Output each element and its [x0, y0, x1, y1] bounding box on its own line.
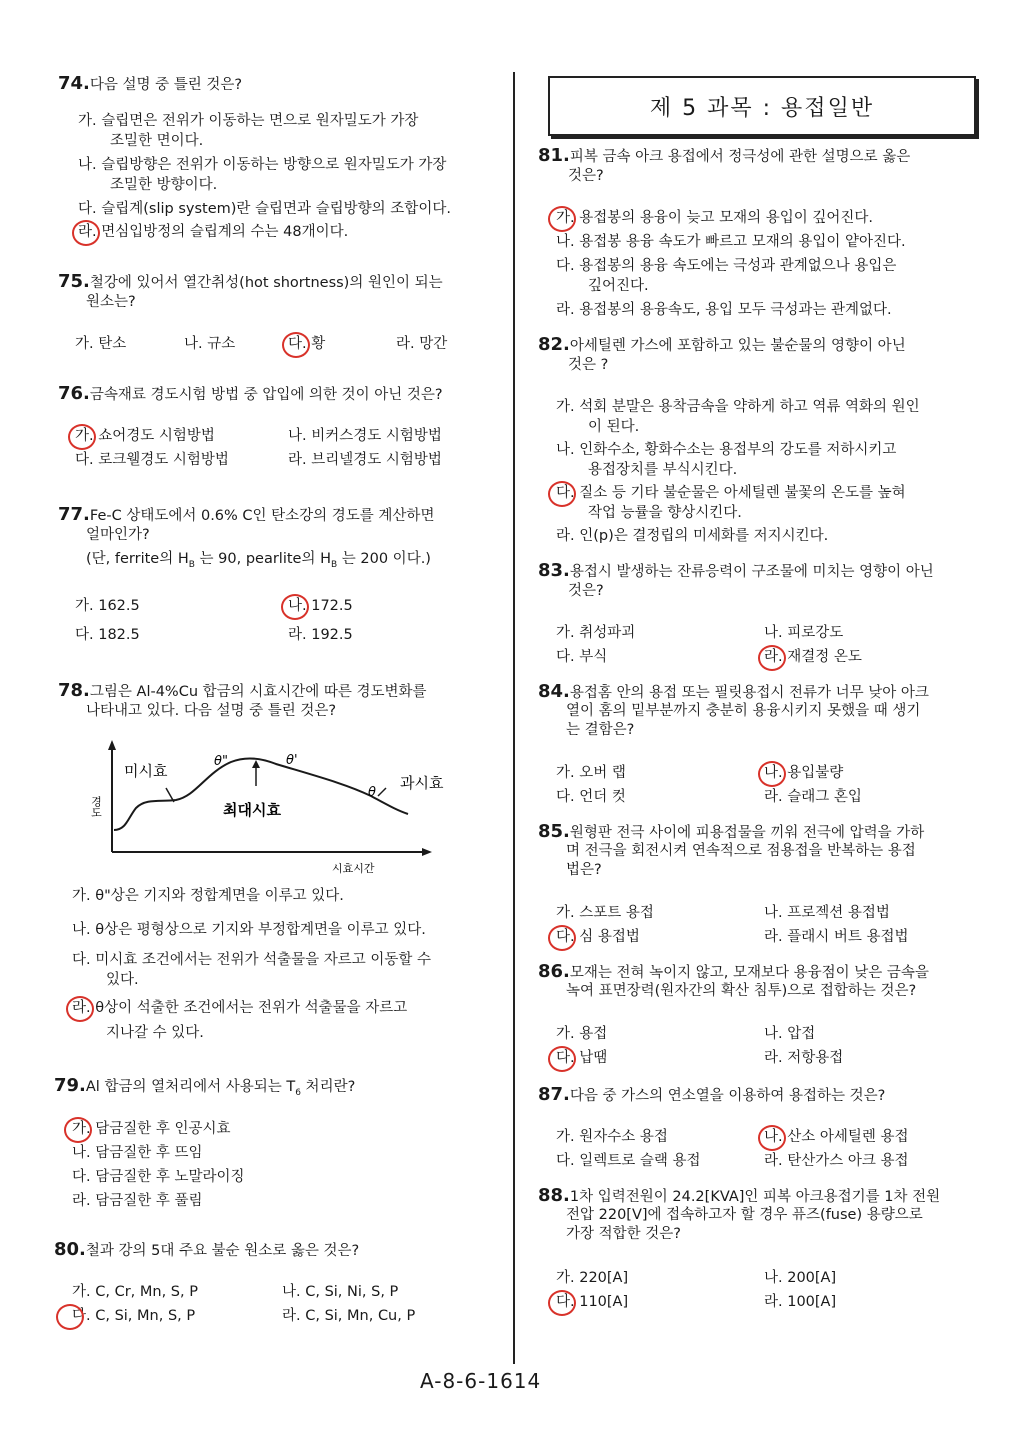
question-text: 모재는 전혀 녹이지 않고, 모재보다 용융점이 낮은 금속을	[569, 965, 929, 981]
question-text: 1차 입력전원이 24.2[KVA]인 피복 아크용접기를 1차 전원	[569, 1189, 941, 1205]
question-text: 용접홈 안의 용접 또는 필릿용접시 전류가 너무 낮아 아크	[569, 685, 929, 701]
question-text: 원형판 전극 사이에 피용접물을 끼워 전극에 압력을 가하	[569, 825, 925, 841]
option: 가. C, Cr, Mn, S, P	[72, 1284, 198, 1300]
question-text: 철강에 있어서 열간취성(hot shortness)의 원인이 되는	[89, 275, 443, 291]
question-text: 아세틸렌 가스에 포함하고 있는 불순물의 영향이 아닌	[569, 338, 906, 354]
question-87	[538, 1085, 885, 1106]
question-number: 79.	[54, 1075, 86, 1096]
question-number: 82.	[538, 334, 570, 355]
question-88	[538, 1186, 940, 1207]
option: 다. 용접봉의 용융 속도에는 극성과 관계없으나 용입은	[556, 258, 897, 274]
option: 라. 슬래그 혼입	[764, 789, 862, 805]
answer-mark-icon	[64, 1117, 92, 1143]
option: 다. 미시효 조건에서는 전위가 석출물을 자르고 이동할 수	[72, 952, 432, 968]
page-footer-code: A-8-6-1614	[420, 1369, 542, 1393]
question-number: 86.	[538, 961, 570, 982]
answer-mark-icon	[281, 594, 309, 620]
question-text-cont: 법은?	[566, 862, 602, 878]
x-axis-arrow-icon	[422, 848, 432, 856]
answer-mark-icon	[548, 481, 576, 507]
label-overaged: 과시효	[400, 774, 444, 792]
option: 나. C, Si, Ni, S, P	[282, 1284, 399, 1300]
answer-mark-icon	[68, 424, 96, 450]
option: 가. 오버 랩	[556, 765, 626, 781]
option: 다. 로크웰경도 시험방법	[75, 452, 229, 468]
option: 라. 담금질한 후 풀림	[72, 1193, 203, 1209]
option: 라. 망간	[396, 336, 448, 352]
label-peak: 최대시효	[223, 801, 281, 819]
question-text: 피복 금속 아크 용접에서 정극성에 관한 설명으로 옳은	[569, 149, 911, 165]
option: 나. 200[A]	[764, 1270, 837, 1286]
question-text: 용접시 발생하는 잔류응력이 구조물에 미치는 영향이 아닌	[569, 564, 934, 580]
answer-mark-icon	[758, 761, 786, 787]
question-82	[538, 335, 906, 356]
question-84	[538, 682, 929, 703]
option: 나. 규소	[184, 336, 236, 352]
option: 라. 용접봉의 용융속도, 용입 모두 극성과는 관계없다.	[556, 302, 892, 318]
question-number: 84.	[538, 681, 570, 702]
option: 가. 취성파괴	[556, 625, 636, 641]
option: 가. 슬립면은 전위가 이동하는 면으로 원자밀도가 가장	[78, 113, 419, 129]
question-text-cont: 열이 홈의 밑부분까지 충분히 용융시키지 못했을 때 생기	[566, 703, 921, 719]
option: 가. 220[A]	[556, 1270, 629, 1286]
option: 나. 피로강도	[764, 625, 844, 641]
question-number: 87.	[538, 1084, 570, 1105]
question-74	[58, 74, 242, 95]
answer-mark-icon	[548, 206, 576, 232]
question-text: 금속재료 경도시험 방법 중 압입에 의한 것이 아닌 것은?	[89, 387, 443, 403]
question-number: 75.	[58, 271, 90, 292]
label-underaged: 미시효	[124, 762, 168, 780]
question-text-cont: 것은?	[568, 583, 604, 599]
question-text-cont: 는 결함은?	[566, 722, 635, 738]
question-text: 다음 설명 중 틀린 것은?	[89, 77, 243, 93]
answer-mark-icon	[548, 1290, 576, 1316]
option: 다. C, Si, Mn, S, P	[72, 1308, 196, 1324]
option: 라. 플래시 버트 용접법	[764, 929, 909, 945]
question-77	[58, 505, 434, 526]
option-cont: 조밀한 방향이다.	[110, 177, 218, 193]
option: 라. C, Si, Mn, Cu, P	[282, 1308, 416, 1324]
question-text-cont: 원소는?	[86, 294, 136, 310]
option: 가. 탄소	[75, 336, 127, 352]
answer-mark-icon	[548, 1046, 576, 1072]
option-cont: 조밀한 면이다.	[110, 133, 204, 149]
option: 다. 110[A]	[556, 1294, 629, 1310]
answer-mark-icon	[72, 220, 100, 246]
option: 다. 일렉트로 슬랙 용접	[556, 1153, 701, 1169]
option: 가. 담금질한 후 인공시효	[72, 1121, 231, 1137]
question-number: 78.	[58, 680, 90, 701]
option-cont: 용접장치를 부식시킨다.	[588, 462, 738, 478]
option: 라. 탄산가스 아크 용접	[764, 1153, 909, 1169]
answer-mark-icon	[758, 645, 786, 671]
option: 나. 용접봉 용융 속도가 빠르고 모재의 용입이 얕아진다.	[556, 234, 906, 250]
question-number: 81.	[538, 145, 570, 166]
option-cont: 있다.	[106, 972, 139, 988]
option: 가. θ"상은 기지와 정합계면을 이루고 있다.	[72, 888, 344, 904]
question-text-cont: 것은 ?	[568, 357, 609, 373]
option: 다. 담금질한 후 노말라이징	[72, 1169, 245, 1185]
option: 나. 담금질한 후 뜨임	[72, 1145, 203, 1161]
option: 나. 산소 아세틸렌 용접	[764, 1129, 909, 1145]
y-axis-label: 경도	[89, 796, 103, 818]
question-text: 그림은 Al-4%Cu 합금의 시효시간에 따른 경도변화를	[89, 684, 427, 700]
question-83	[538, 561, 934, 582]
option: 다. 질소 등 기타 불순물은 아세틸렌 불꽃의 온도를 높혀	[556, 485, 906, 501]
option: 다. 언더 컷	[556, 789, 626, 805]
option: 라. 저항용접	[764, 1050, 844, 1066]
question-text: Fe-C 상태도에서 0.6% C인 탄소강의 경도를 계산하면	[89, 508, 435, 524]
option: 라. 인(p)은 결정립의 미세화를 저지시킨다.	[556, 528, 829, 544]
label-theta: θ	[368, 785, 376, 800]
option: 가. 용접	[556, 1026, 608, 1042]
question-text-cont: 나타내고 있다. 다음 설명 중 틀린 것은?	[86, 703, 337, 719]
option-cont: 지나갈 수 있다.	[106, 1025, 204, 1041]
option: 나. 슬립방향은 전위가 이동하는 방향으로 원자밀도가 가장	[78, 157, 447, 173]
option-cont: 깊어진다.	[588, 278, 649, 294]
question-80	[54, 1240, 359, 1261]
question-text-cont: 얼마인가?	[86, 527, 150, 543]
question-number: 88.	[538, 1185, 570, 1206]
question-85	[538, 822, 924, 843]
question-81	[538, 146, 910, 167]
question-number: 80.	[54, 1239, 86, 1260]
question-text-cont: 것은?	[568, 168, 604, 184]
pointer-line	[378, 788, 386, 796]
question-number: 76.	[58, 383, 90, 404]
question-text-cont: 가장 적합한 것은?	[566, 1226, 681, 1242]
question-number: 85.	[538, 821, 570, 842]
question-79: 79.Al 합금의 열처리에서 사용되는 $T_6$ 처리란?	[54, 1075, 356, 1098]
pointer-arrow-icon	[252, 760, 260, 768]
option: 라. θ상이 석출한 조건에서는 전위가 석출물을 자르고	[72, 1000, 408, 1016]
option: 다. 슬립계(slip system)란 슬립면과 슬립방향의 조합이다.	[78, 201, 451, 217]
option: 가. 석회 분말은 용착금속을 약하게 하고 역류 역화의 원인	[556, 399, 920, 415]
label-theta2: θ"	[214, 754, 228, 769]
option: 다. 부식	[556, 649, 608, 665]
option: 나. 인화수소, 황화수소는 용접부의 강도를 저하시키고	[556, 442, 897, 458]
option: 나. 압접	[764, 1026, 816, 1042]
question-number: 77.	[58, 504, 90, 525]
option-cont: 이 된다.	[588, 419, 640, 435]
option: 라. 면심입방정의 슬립계의 수는 48개이다.	[78, 224, 349, 240]
question-76	[58, 384, 443, 405]
option: 가. 원자수소 용접	[556, 1129, 668, 1145]
option: 라. 브리넬경도 시험방법	[288, 452, 442, 468]
option: 가. 쇼어경도 시험방법	[75, 428, 215, 444]
aging-hardness-figure	[89, 738, 444, 878]
option: 라. 100[A]	[764, 1294, 837, 1310]
option: 라. 192.5	[288, 627, 353, 643]
question-text-cont: 녹여 표면장력(원자간의 확산 침투)으로 접합하는 것은?	[566, 983, 917, 999]
option: 다. 심 용접법	[556, 929, 640, 945]
option: 나. 비커스경도 시험방법	[288, 428, 442, 444]
option: 나. 프로젝션 용접법	[764, 905, 890, 921]
label-theta1: θ'	[286, 753, 298, 768]
option-cont: 작업 능률을 향상시킨다.	[588, 505, 742, 521]
option: 가. 스포트 용접	[556, 905, 654, 921]
answer-mark-icon	[548, 925, 576, 951]
question-text: Al 합금의 열처리에서 사용되는 T	[85, 1079, 296, 1095]
answer-mark-icon	[66, 996, 94, 1022]
question-number: 83.	[538, 560, 570, 581]
question-text: 다음 중 가스의 연소열을 이용하여 용접하는 것은?	[569, 1088, 886, 1104]
x-axis-label: 시효시간	[332, 862, 375, 875]
answer-mark-icon	[282, 332, 310, 358]
question-text-cont: 며 전극을 회전시켜 연속적으로 점용접을 반복하는 용접	[566, 843, 916, 859]
answer-mark-icon	[56, 1304, 84, 1330]
option: 가. 162.5	[75, 598, 140, 614]
question-text: 철과 강의 5대 주요 불순 원소로 옳은 것은?	[85, 1243, 360, 1259]
question-number: 74.	[58, 73, 90, 94]
column-divider	[513, 72, 515, 1364]
option: 나. 172.5	[288, 598, 353, 614]
question-75	[58, 272, 443, 293]
option: 다. 납땜	[556, 1050, 608, 1066]
answer-mark-icon	[758, 1125, 786, 1151]
question-78	[58, 681, 427, 702]
option: 가. 용접봉의 용융이 늦고 모재의 용입이 깊어진다.	[556, 210, 874, 226]
option: 라. 재결정 온도	[764, 649, 862, 665]
question-86	[538, 962, 929, 983]
section-title: 제 5 과목 : 용접일반	[548, 76, 976, 136]
option: 다. 황	[288, 336, 326, 352]
y-axis-arrow-icon	[108, 740, 116, 750]
option: 다. 182.5	[75, 627, 140, 643]
option: 나. 용입불량	[764, 765, 844, 781]
question-text-cont: 전압 220[V]에 접속하고자 할 경우 퓨즈(fuse) 용량으로	[566, 1207, 923, 1223]
question-condition: (단, ferrite의 $H_B$ 는 90, pearlite의 $H_B$ 는 200 이다.)	[86, 551, 431, 570]
option: 나. θ상은 평형상으로 기지와 부정합계면을 이루고 있다.	[72, 922, 426, 938]
